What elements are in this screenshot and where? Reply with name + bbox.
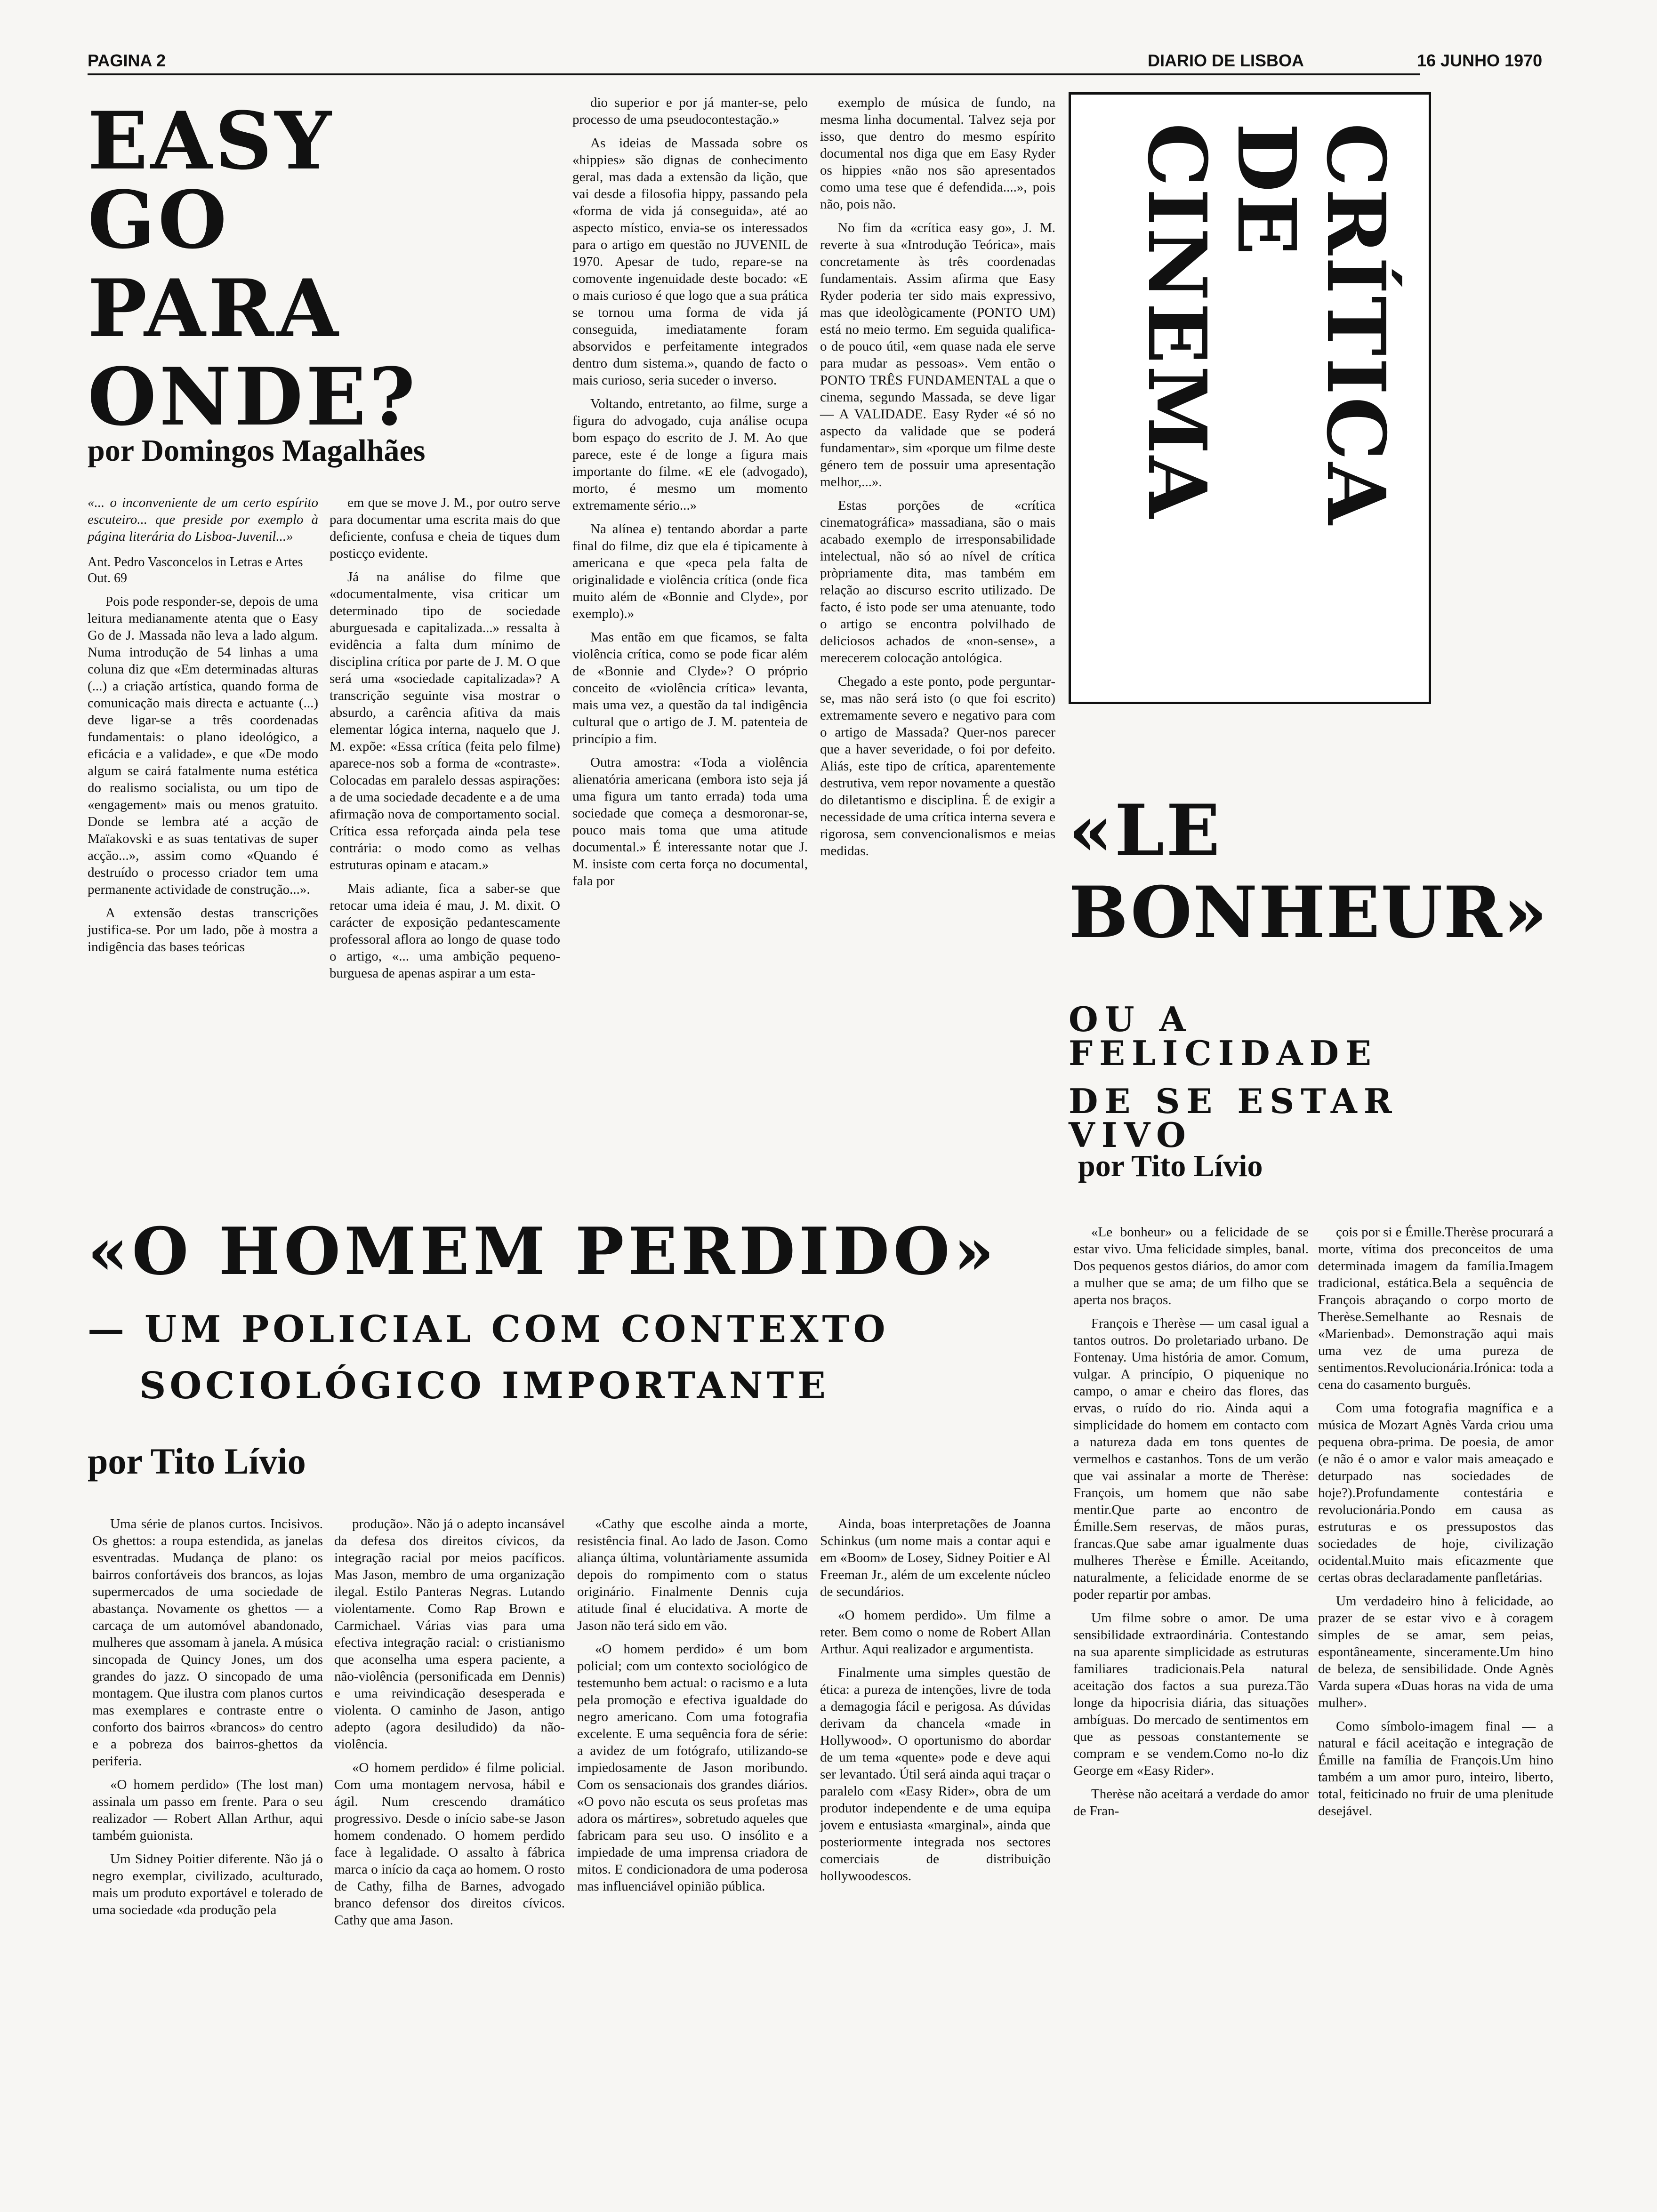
paragraph: As ideias de Massada sobre os «hippies» são dignas de conhecimento geral, mas dada a extensão da lição, que vai desde a filosofia hippy, passando pela «forma de vida já conseguida», até ao aspecto místico, envia-se os interessados para o artigo em questão no JUVENIL de 1970. Apesar de tudo, repare-se na comovente ingenuidade deste bocado: «E o mais curioso é que logo que a sua prática se tornou uma forma de vida já conseguida, imediatamente foram absorvidos e perfeitamente integrados dentro dum sistema.», quando de facto o mais curioso, seria suceder o inverso. (572, 136, 808, 388)
paragraph: Uma série de planos curtos. Incisivos. Os ghettos: a roupa estendida, as janelas esventradas. Mudança de plano: os bairros confortáveis dos brancos, as lojas supermercados de uma sociedade de abastança. Novamente os ghettos — a carcaça de um automóvel abandonado, mulheres que assomam à janela. A música sincopada de Quincy Jones, um dos grandes do jazz. O sincopado de uma montagem. Que ilustra com planos curtos mas exemplares e contraste entre o conforto dos bairros «brancos» do centro e a pobreza dos bairros-ghettos da periferia. (92, 1516, 323, 1769)
paragraph: Com uma fotografia magnífica e a música de Mozart Agnès Varda criou uma pequena obra-prima. De poesia, de amor (e não é o amor e valor mais ameaçado e deturpado nas sociedades de hoje?).Profundamente contestária e revolucionária.Pondo em causa as estruturas e os pressupostos das sociedades de hoje, civilização ocidental.Muito mais eficazmente que certas obras declaradamente panfletárias. (1318, 1401, 1553, 1585)
paragraph: Um Sidney Poitier diferente. Não já o negro exemplar, civilizado, aculturado, mais um produto exportável e tolerado de uma sociedade «da produção pela (92, 1851, 323, 1917)
paragraph: «O homem perdido» é filme policial. Com uma montagem nervosa, hábil e ágil. Num crescendo dramático progressivo. Desde o início sabe-se Jason homem condenado. O homem perdido face à legalidade. O assalto à fábrica marca o início da caça ao homem. O rosto de Cathy, filha de Barnes, advogado branco defensor dos direitos cívicos. Cathy que ama Jason. (334, 1760, 565, 1928)
paragraph: Um verdadeiro hino à felicidade, ao prazer de se estar vivo e à coragem simples de se amar, sem peias, espontâneamente, sinceramente.Um hino de beleza, de sensibilidade. Onde Agnès Varda supera «Duas horas na vida de uma mulher». (1318, 1594, 1553, 1710)
paragraph: Estas porções de «crítica cinematográfica» massadiana, são o mais acabado exemplo de irresponsabilidade intelectual, não só ao nível de crítica pròpriamente dita, mas também em relação ao discurso escrito utilizado. De facto, é isto pode ser uma atenuante, todo o artigo se encontra polvilhado de deliciosos achados de «non-sense», a merecerem colocação antológica. (820, 498, 1055, 665)
paragraph: Mais adiante, fica a saber-se que retocar uma ideia é mau, J. M. dixit. O carácter de exposição pedantescamente professoral aflora ao longo de quase todo o artigo, «... uma ambição pequeno-burguesa de apenas aspirar a um esta- (330, 881, 560, 981)
paragraph: «Cathy que escolhe ainda a morte, resistência final. Ao lado de Jason. Como aliança última, voluntàriamente assumida depois do rompimento com o status originário. Finalmente Dennis cuja atitude final é elucidativa. A morte de Jason não terá sido em vão. (577, 1516, 808, 1633)
paragraph: exemplo de música de fundo, na mesma linha documental. Talvez seja por isso, que dentro do mesmo espírito documental nos diga que em Easy Ryder os hippies «não nos são apresentados como uma tese que é defendida....», pois não, pois não. (820, 95, 1055, 212)
le-bonheur-subtitle-line-2: DE SE ESTAR VIVO (1069, 1081, 1399, 1155)
paragraph: Um filme sobre o amor. De uma sensibilidade extraordinária. Contestando na sua aparente simplicidade as estruturas familiares tradicionais.Pela natural aceitação dos factos a sua pureza.Tão longe da hipocrisia diária, das situações ambíguas. Do mercado de sentimentos em que as pessoas constantemente se compram e se vendem.Como no-lo diz George em «Easy Rider». (1073, 1611, 1309, 1778)
paragraph: çois por si e Émille.Therèse procurará a morte, vítima dos preconceitos de uma determinada imagem da família.Imagem tradicional, estática.Bela a sequência de François abraçando o corpo morto de Therèse.Semelhante ao Resnais de «Marienbad». Demonstração aqui mais uma vez de uma pureza de sentimentos.Revolucionária.Irónica: toda a cena do casamento burguês. (1318, 1225, 1553, 1392)
paragraph: Chegado a este ponto, pode perguntar-se, mas não será isto (o que foi escrito) extremamente severo e negativo para com o artigo de Massada? Quer-nos parecer que a haver severidade, o foi por defeito. Aliás, este tipo de crítica, aparentemente destrutiva, vem repor novamente a questão do diletantismo e disciplina. É de exigir a necessidade de uma crítica interna severa e rigorosa, sem convencionalismos e meias medidas. (820, 674, 1055, 858)
paragraph: Finalmente uma simples questão de ética: a pureza de intenções, livre de toda a demagogia fácil e perigosa. As dúvidas derivam da chancela «made in Hollywood». O oportunismo do abordar de um tema «quente» pode e deve aqui ser levantado. Útil será ainda aqui traçar o paralelo com «Easy Rider», obra de um produtor independente e de uma equipa jovem e entusiasta «marginal», ainda que posteriormente integrada nos sectores comerciais de distribuição hollywoodescos. (820, 1665, 1051, 1883)
bonheur-column-2 (1318, 1224, 1553, 1819)
homem-perdido-byline: por Tito Lívio (88, 1441, 306, 1482)
easy-go-title (88, 94, 418, 443)
issue-date: 16 JUNHO 1970 (1417, 51, 1543, 70)
easy-go-column-3 (572, 94, 808, 890)
paragraph: dio superior e por já manter-se, pelo processo de uma pseudocontestação.» (572, 95, 808, 127)
easy-go-title-line-3: ONDE? (88, 350, 418, 443)
le-bonheur-byline: por Tito Lívio (1078, 1149, 1263, 1183)
paragraph: Pois pode responder-se, depois de uma leitura medianamente atenta que o Easy Go de J. Massada não leva a lado algum. Numa introdução de 54 linhas a uma coluna diz que «Em determinadas alturas (...) a criação artística, quando forma de comunicação mais directa e actuante (...) deve ligar-se a três coordenadas fundamentais: o plano ideológico, a eficácia e a validade», e que «De modo algum se cairá fatalmente numa estética do realismo socialista, ou um tipo de «engagement» mais ou menos gratuito. Donde se lembra até a acção de Maïakovski e as suas tentativas de super acção...», assim como «Quando é destruído o processo criador tem uma permanente actividade de construção...». (88, 594, 318, 897)
paragraph: No fim da «crítica easy go», J. M. reverte à sua «Introdução Teórica», mais concretamente às três coordenadas fundamentais. Assim afirma que Easy Ryder poderia ter sido mais expressivo, mas que ideològicamente (PONTO UM) está no meio termo. Em seguida qualifica-o de pouco útil, «em quase nada ele serve para mudar as pessoas». Vem então o PONTO TRÊS FUNDAMENTAL a que o cinema, segundo Massada, se deve ligar — A VALIDADE. Easy Ryder «é só no aspecto da validade que se poderá fundamentar», sim «porque um filme deste género tem de possuir uma apresentação melhor,...». (820, 220, 1055, 489)
easy-go-title-line-1: EASY GO (88, 94, 334, 266)
critica-line-2: DE (1219, 123, 1313, 257)
newspaper-name: DIARIO DE LISBOA (1148, 51, 1304, 70)
paragraph: Voltando, entretanto, ao filme, surge a figura do advogado, cuja análise ocupa bom espaço do escrito de J. M. Ao que parece, este é de longe a figura mais importante do filme. «E ele (advogado), morto, é mesmo um momento extremamente sério...» (572, 396, 808, 513)
le-bonheur-subtitle (1069, 999, 1445, 1155)
paragraph: «O homem perdido» é um bom policial; com um contexto sociológico de testemunho bem actual: o racismo e a luta pela promoção e efectiva igualdade do negro americano. Com uma fotografia excelente. E uma sequência fora de série: a avidez de um fotógrafo, utilizando-se impiedosamente de Jason moribundo. Com os sensacionais dos grandes diários. «O povo não escuta os seus profetas mas adora os mártires», sobretudo aqueles que fabricam para seu uso. O insólito e a impiedade de uma imprensa criadora de mitos. E condicionadora de uma poderosa mas influenciável opinião pública. (577, 1642, 808, 1894)
paragraph: «O homem perdido». Um filme a reter. Bem como o nome de Robert Allan Arthur. Aqui realizador e argumentista. (820, 1608, 1051, 1657)
le-bonheur-line-1: «LE (1069, 789, 1222, 872)
homem-perdido-title: «O HOMEM PERDIDO» (88, 1213, 998, 1290)
paragraph: Outra amostra: «Toda a violência alienatória americana (embora isto seja já uma figura um tanto errada) toda uma sociedade que começa a desmoronar-se, pouco mais toma que uma atitude documental.» É interessante notar que J. M. insiste com certa força no documental, fala por (572, 755, 808, 889)
easy-go-column-2 (330, 494, 560, 982)
easy-go-column-1 (88, 494, 318, 955)
homem-perdido-subtitle-line-2: SOCIOLÓGICO IMPORTANTE (139, 1364, 829, 1407)
paragraph: Therèse não aceitará a verdade do amor de Fran- (1073, 1787, 1309, 1819)
paragraph: «O homem perdido» (The lost man) assinala um passo em frente. Para o seu realizador — Robert Allan Arthur, aqui também guionista. (92, 1777, 323, 1843)
paragraph: «Le bonheur» ou a felicidade de se estar vivo. Uma felicidade simples, banal. Dos pequenos gestos diários, do amor com a mulher que se ama; de um filho que se aperta nos braços. (1073, 1225, 1309, 1307)
paragraph: Já na análise do filme que «documentalmente, visa criticar um determinado tipo de sociedade aburguesada e capitalizada...» ressalta à evidência a falta dum mínimo de disciplina crítica por parte de J. M. O que será uma «sociedade capitalizada»? A transcrição seguinte visa mostrar o absurdo, a carência afitiva da mais elementar lógica interna, naquelo que J. M. expõe: «Essa crítica (feita pelo filme) aparece-nos sob a forma de «contraste». Colocadas em paralelo dessas aspirações: a de uma sociedade decadente e a de uma afirmação nova de comportamento social. Crítica essa reforçada ainda pela tese contrária: o modo como as velhas estruturas opinam e atacam.» (330, 569, 560, 873)
le-bonheur-title (1069, 789, 1548, 954)
paragraph: Como símbolo-imagem final — a natural e fácil aceitação e integração de Émille na família de François.Um hino também a um amor puro, inteiro, liberto, total, feiticinado no fruir de uma plenitude desejável. (1318, 1719, 1553, 1819)
critica-line-1: CRÍTICA (1309, 123, 1403, 527)
epigraph-source: Ant. Pedro Vasconcelos in Letras e Artes Out. 69 (88, 555, 303, 585)
bonheur-column-1 (1073, 1224, 1309, 1819)
homem-column-1 (92, 1515, 323, 1918)
paragraph: Mas então em que ficamos, se falta violência crítica, como se pode ficar além de «Bonnie and Clyde»? O próprio conceito de «violência crítica» levanta, mais uma vez, a questão da tal indigência cultural que o artigo de J. M. patenteia de princípio a fim. (572, 630, 808, 746)
le-bonheur-subtitle-line-1: OU A FELICIDADE (1069, 999, 1378, 1073)
page-number: PAGINA 2 (88, 51, 166, 70)
paragraph: A extensão destas transcrições justifica-se. Por um lado, põe à mostra a indigência das bases teóricas (88, 906, 318, 954)
easy-go-title-line-2: PARA (88, 262, 341, 355)
easy-go-column-4 (820, 94, 1055, 859)
paragraph: Ainda, boas interpretações de Joanna Schinkus (um nome mais a contar aqui e em «Boom» de Losey, Sidney Poitier e Al Freeman Jr., além de um excelente núcleo de secundários. (820, 1516, 1051, 1599)
paragraph: Na alínea e) tentando abordar a parte final do filme, diz que ela é tipicamente à americana e que «peca pela falta de originalidade e violência crítica (onde fica muito além de «Bonnie and Clyde», por exemplo).» (572, 521, 808, 621)
critica-de-cinema-box (1069, 92, 1431, 704)
homem-column-3 (577, 1515, 808, 1895)
paragraph: François e Therèse — um casal igual a tantos outros. Do proletariado urbano. De Fontenay. Uma história de amor. Comum, vulgar. A princípio, O piquenique no campo, o amar e cheiro das flores, das ervas, o ruído do rio. Ainda aqui a simplicidade do homem em contacto com a natureza dada em tons quentes de vermelhos e castanhos. Tons de um verão que vai assinalar a morte de Therèse: François, um homem que não sabe mentir.Que parte ao encontro de Émille.Sem reservas, de mãos puras, francas.Que sabe amar igualmente duas mulheres Therèse e Émille. Aceitando, naturalmente, a felicidade enorme de se poder repartir por ambas. (1073, 1316, 1309, 1602)
homem-perdido-subtitle-line-1: — UM POLICIAL COM CONTEXTO (88, 1308, 889, 1351)
paragraph: em que se move J. M., por outro serve para documentar uma escrita mais do que deficiente, confusa e cheia de tiques dum posticço evidente. (330, 495, 560, 561)
epigraph: «... o inconveniente de um certo espírito escuteiro... que preside por exemplo à página literária do Lisboa-Juvenil...» (88, 495, 318, 544)
easy-go-byline: por Domingos Magalhães (88, 433, 426, 468)
le-bonheur-line-2: BONHEUR» (1069, 871, 1548, 954)
homem-column-4 (820, 1515, 1051, 1884)
header-rule (88, 73, 1420, 75)
paragraph: produção». Não já o adepto incansável da defesa dos direitos cívicos, da integração racial por meios pacíficos. Mas Jason, membro de uma organização ilegal. Estilo Panteras Negras. Lutando violentamente. Como Rap Brown e Carmichael. Várias vias para uma efectiva integração racial: o cristianismo que aconselha uma espera paciente, a não-violência (personificada em Dennis) e uma reivindicação desesperada e violenta. O caminho de Jason, antigo adepto (agora desiludido) da não-violência. (334, 1516, 565, 1752)
homem-column-2 (334, 1515, 565, 1929)
critica-line-3: CINEMA (1130, 123, 1224, 520)
